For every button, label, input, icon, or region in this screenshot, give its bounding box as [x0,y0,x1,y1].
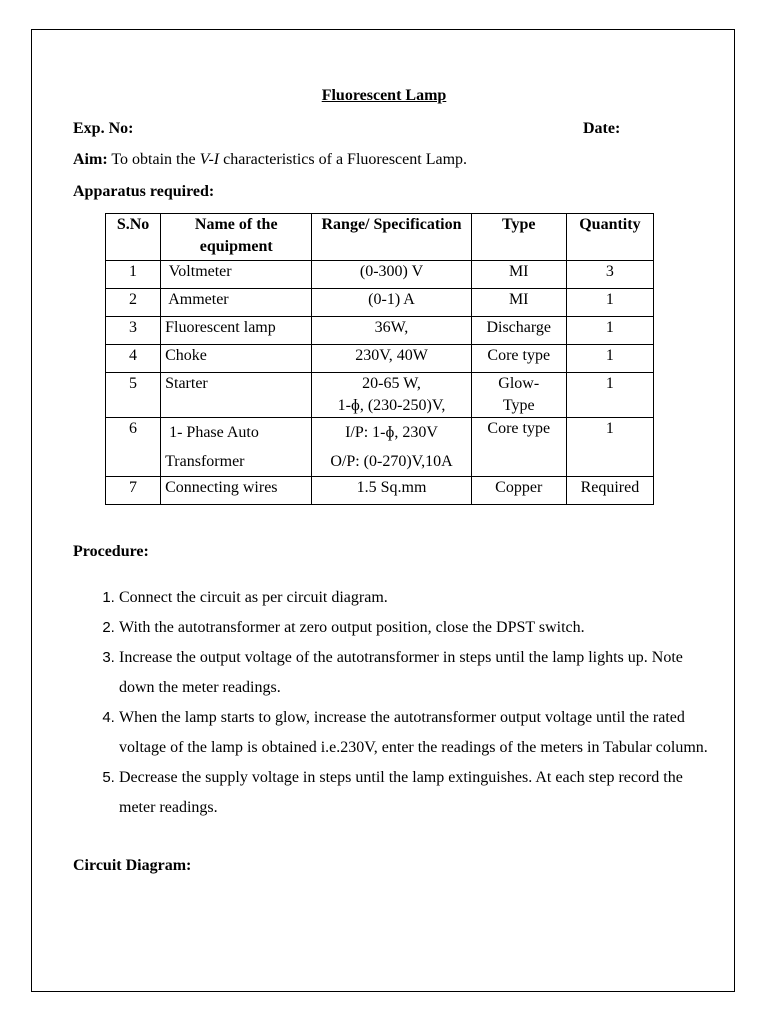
cell-range: (0-300) V [312,261,471,289]
cell-range: 230V, 40W [312,345,471,373]
aim-italic-vi: V-I [199,151,220,168]
cell-type: MI [471,261,566,289]
cell-type [471,373,566,418]
procedure-step: 3. Increase the output voltage of the autotransformer in steps until the lamp lights up. Note down the meter readings. [119,643,719,703]
cell-range-line: 1-ɸ, (230-250)V, [337,397,446,414]
cell-type: Core type [471,418,566,477]
procedure-step: 5. Decrease the supply voltage in steps until the lamp extinguishes. At each step record the meter readings. [119,763,719,823]
cell-range [312,418,471,477]
procedure-step: 2. With the autotransformer at zero output position, close the DPST switch. [119,613,719,643]
exp-no-label: Exp. No: [73,120,134,137]
table-row [106,373,654,418]
cell-range: 36W, [312,317,471,345]
cell-range: (0-1) A [312,289,471,317]
header-range: Range/ Specification [312,214,471,261]
cell-type: MI [471,289,566,317]
date-label: Date: [583,120,621,137]
procedure-list [73,583,719,823]
cell-sno: 2 [106,289,161,317]
cell-type: Core type [471,345,566,373]
table-row [106,317,654,345]
cell-name: Connecting wires [161,477,312,505]
cell-type: Copper [471,477,566,505]
cell-name: Starter [161,373,312,418]
cell-range: 1.5 Sq.mm [312,477,471,505]
header-type: Type [471,214,566,261]
cell-sno: 7 [106,477,161,505]
aim-text-before: To obtain the [107,151,200,168]
cell-range-line: O/P: (0-270)V,10A [330,453,453,470]
aim-line [73,151,467,169]
cell-quantity: 3 [566,261,653,289]
cell-quantity: 1 [566,373,653,418]
circuit-diagram-heading: Circuit Diagram: [73,857,192,874]
cell-type: Discharge [471,317,566,345]
table-row [106,418,654,477]
table-row [106,345,654,373]
cell-name: Voltmeter [161,261,312,289]
aim-label: Aim: [73,151,108,168]
table-row [106,477,654,505]
cell-sno: 6 [106,418,161,477]
cell-name: Choke [161,345,312,373]
aim-text-after: characteristics of a Fluorescent Lamp. [219,151,468,168]
procedure-step: 4. When the lamp starts to glow, increase the autotransformer output voltage until the rated voltage of the lamp is obtained i.e.230V, enter the readings of the meters in Tabular column. [119,703,719,763]
cell-quantity: 1 [566,345,653,373]
cell-type-line: Glow- [498,375,540,392]
apparatus-table [105,213,654,505]
table-row [106,289,654,317]
cell-type-line: Type [502,397,535,414]
cell-range-line: 20-65 W, [362,375,421,392]
header-quantity: Quantity [566,214,653,261]
header-sno: S.No [106,214,161,261]
cell-range [312,373,471,418]
cell-name: Ammeter [161,289,312,317]
cell-quantity: 1 [566,317,653,345]
cell-name-line: 1- Phase Auto [165,424,259,441]
cell-name [161,418,312,477]
cell-range-line: I/P: 1-ɸ, 230V [345,424,438,441]
cell-quantity: 1 [566,418,653,477]
cell-quantity: 1 [566,289,653,317]
cell-sno: 4 [106,345,161,373]
document-title: Fluorescent Lamp [321,87,447,104]
page-border [31,29,735,992]
table-row [106,261,654,289]
cell-name: Fluorescent lamp [161,317,312,345]
cell-name-line: Transformer [165,453,245,470]
procedure-step: 1. Connect the circuit as per circuit diagram. [119,583,719,613]
table-header-row [106,214,654,261]
procedure-heading: Procedure: [73,543,149,560]
cell-quantity: Required [566,477,653,505]
cell-sno: 1 [106,261,161,289]
apparatus-heading: Apparatus required: [73,183,215,200]
cell-sno: 3 [106,317,161,345]
header-name: Name of the equipment [161,214,312,261]
cell-sno: 5 [106,373,161,418]
